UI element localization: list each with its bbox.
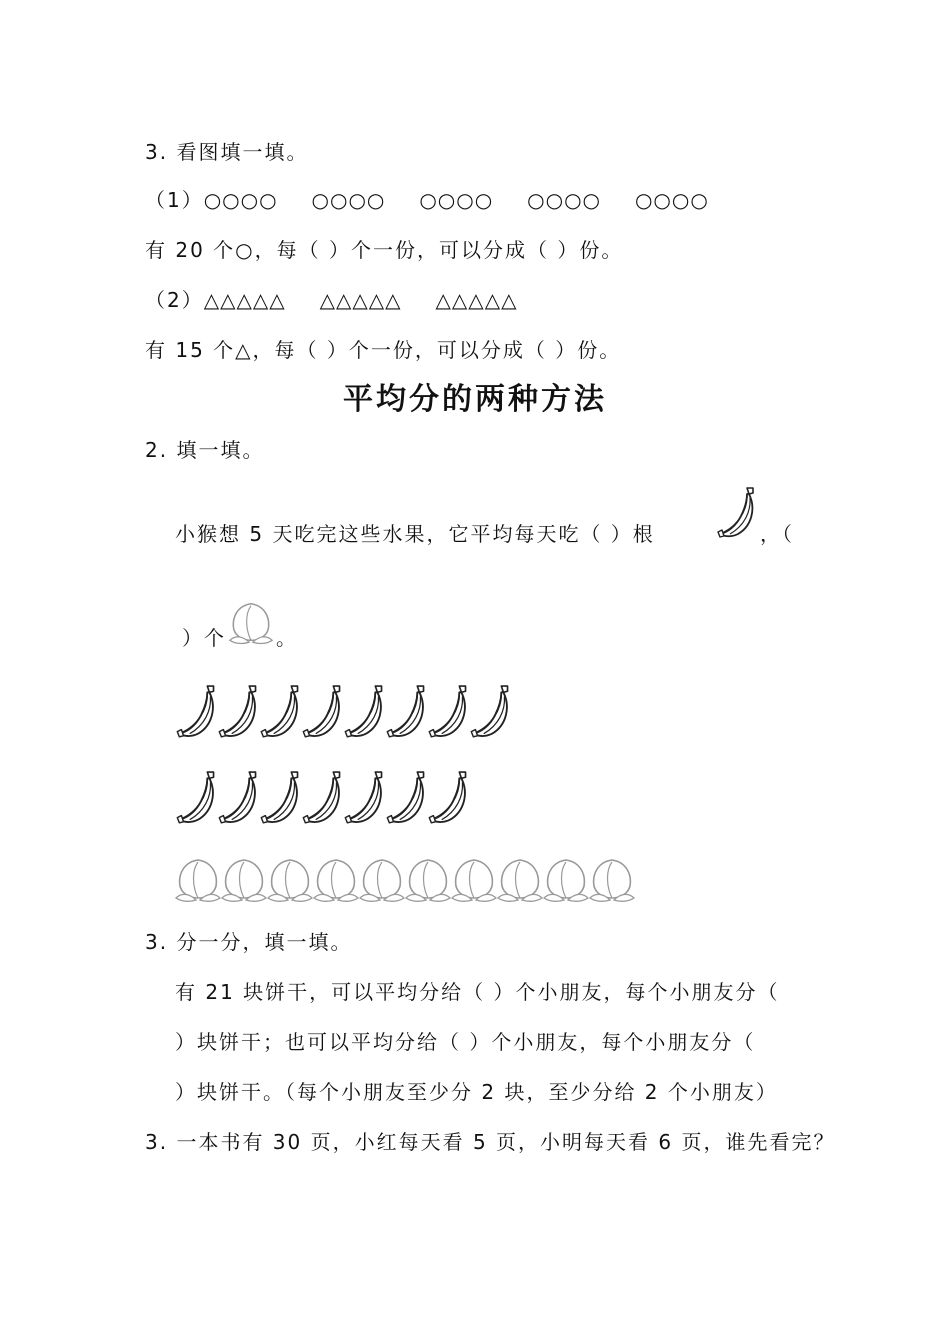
- triangle-group: △△△△△: [203, 288, 286, 312]
- peach-icon: [494, 854, 546, 906]
- banana-icon: [466, 684, 518, 742]
- q3-p2-text: 有 15 个△，每（ ）个一份，可以分成（ ）份。: [145, 338, 622, 362]
- q2-line2-head: ）个: [182, 626, 226, 650]
- peach-icon: [218, 854, 270, 906]
- banana-icon: [424, 770, 476, 828]
- circle-group: ○○○○: [634, 188, 709, 212]
- peach-icon: [586, 854, 638, 906]
- circle-group: ○○○○: [311, 188, 386, 212]
- triangle-group: △△△△△: [435, 288, 518, 312]
- q2-line2-tail: 。: [276, 626, 298, 650]
- q3-p2-label: （2）: [145, 288, 204, 312]
- circle-group: ○○○○: [203, 188, 278, 212]
- peach-icon: [540, 854, 592, 906]
- section-title: 平均分的两种方法: [343, 382, 607, 417]
- banana-icon: [716, 486, 760, 542]
- peach-icon: [264, 854, 316, 906]
- banana-row-2: [172, 770, 466, 828]
- q3-mid-line2: ）块饼干；也可以平均分给（ ）个小朋友，每个小朋友分（: [175, 1030, 756, 1054]
- peach-icon: [172, 854, 224, 906]
- q3-top-heading: 3. 看图填一填。: [145, 140, 309, 164]
- q3-p1-shapes: [145, 186, 743, 214]
- circle-groups: [204, 188, 743, 212]
- peach-icon: [226, 598, 276, 648]
- triangle-groups: [204, 288, 552, 312]
- peach-icon: [356, 854, 408, 906]
- q3-mid-line3: ）块饼干。（每个小朋友至少分 2 块，至少分给 2 个小朋友）: [175, 1080, 778, 1104]
- q3-mid-heading: 3. 分一分，填一填。: [145, 930, 353, 954]
- banana-row-1: [172, 684, 508, 742]
- q3-p2-shapes: [145, 286, 551, 314]
- q3-mid-line1: 有 21 块饼干，可以平均分给（ ）个小朋友，每个小朋友分（: [175, 980, 780, 1004]
- triangle-group: △△△△△: [319, 288, 402, 312]
- q3-bottom-text: 3. 一本书有 30 页，小红每天看 5 页，小明每天看 6 页，谁先看完？: [145, 1130, 836, 1154]
- q2-line1-tail: ，（: [760, 522, 794, 546]
- circle-group: ○○○○: [419, 188, 494, 212]
- q2-line1: 小猴想 5 天吃完这些水果，它平均每天吃（ ）根: [175, 522, 655, 546]
- q3-p1-label: （1）: [145, 188, 204, 212]
- q3-p1-text: 有 20 个○，每（ ）个一份，可以分成（ ）份。: [145, 238, 624, 262]
- peach-row: [172, 854, 632, 906]
- circle-group: ○○○○: [527, 188, 601, 212]
- peach-icon: [402, 854, 454, 906]
- q2-heading: 2. 填一填。: [145, 438, 265, 462]
- peach-icon: [310, 854, 362, 906]
- peach-icon: [448, 854, 500, 906]
